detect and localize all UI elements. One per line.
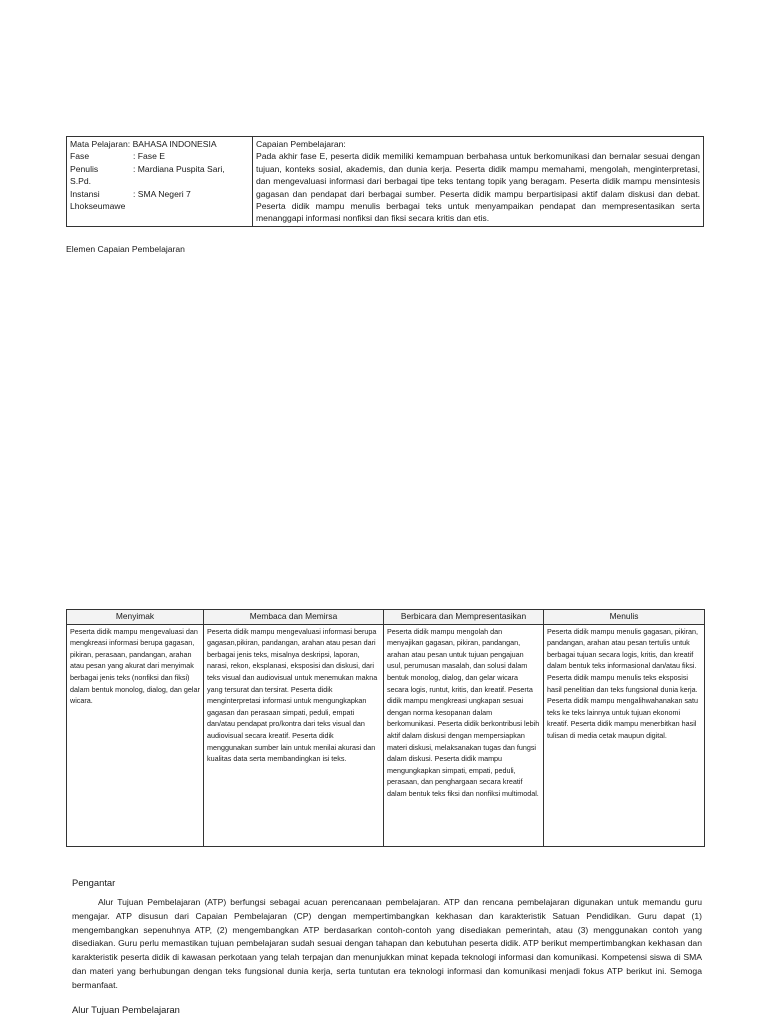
instansi-city: Lhokseumawe [70,201,126,212]
elements-header-row [67,610,705,625]
cell-menyimak: Peserta didik mampu mengevaluasi dan mengkreasi informasi berupa gagasan, pikiran, perasaan, pandangan, arahan atau pesan yang akurat dari menyimak berbagai jenis teks (nonfiksi dan fiksi) dalam bentuk monolog, dialog, dan gelar wicara. [67,624,204,846]
pengantar-body: Alur Tujuan Pembelajaran (ATP) berfungsi sebagai acuan perencanaan pembelajaran. ATP dan rencana pembelajaran digunakan untuk memandu guru mengajar. ATP disusun dari Capaian Pembelajaran (CP) dengan mempertimbangkan kekhasan dan karakteristik Satuan Pendidikan. Guru dapat (1) mengembangkan sepenuhnya ATP, (2) mengembangkan ATP berdasarkan contoh-contoh yang disediakan pemerintah, atau (3) menggunakan contoh yang disediakan. Guru perlu memastikan tujuan pembelajaran sudah sesuai dengan tahapan dan kebutuhan peserta didik. ATP berikut mempertimbangkan kekhasan dan karakteristik peserta didik di kawasan perkotaan yang telah terpajan dan menunjukkan minat kepada teknologi informasi dan komunikasi. Kompetensi siswa di SMA dan materi yang berhubungan dengan teks fungsional dunia kerja, serta tuntutan era teknologi informasi dan komunikasi menjadi fokus ATP berikut ini. Semoga bermanfaat. [72,897,702,990]
cell-menulis: Peserta didik mampu menulis gagasan, pikiran, pandangan, arahan atau pesan tertulis untuk berbagai tujuan secara logis, kritis, dan kreatif dalam bentuk teks informasional dan/atau fiksi. Peserta didik mampu menulis teks eksposisi hasil penelitian dan teks fungsional dunia kerja. Peserta didik mampu mengalihwahanakan satu teks ke teks lainnya untuk tujuan ekonomi kreatif. Peserta didik mampu menerbitkan hasil tulisan di media cetak maupun digital. [544,624,705,846]
atp-heading: Alur Tujuan Pembelajaran [72,1004,180,1015]
header-menulis: Menulis [544,610,705,625]
header-table [66,136,704,227]
header-membaca: Membaca dan Memirsa [204,610,384,625]
header-berbicara: Berbicara dan Mempresentasikan [384,610,544,625]
penulis-title: S.Pd. [70,176,92,187]
capaian-cell [253,137,704,227]
pengantar-heading: Pengantar [72,877,116,888]
fase-row: Fase : Fase E [70,151,165,162]
cell-berbicara: Peserta didik mampu mengolah dan menyajikan gagasan, pikiran, pandangan, arahan atau pesan untuk tujuan pengajuan usul, perumusan masalah, dan solusi dalam bentuk monolog, dialog, dan gelar wicara secara logis, runtut, kritis, dan kreatif. Peserta didik mampu mengkreasi ungkapan sesuai dengan norma kesopanan dalam berkomunikasi. Peserta didik berkontribusi lebih aktif dalam diskusi dengan mempersiapkan materi diskusi, melaksanakan tugas dan fungsi dalam diskusi. Peserta didik mampu mengungkapkan simpati, empati, peduli, perasaan, dan penghargaan secara kreatif dalam bentuk teks fiksi dan nonfiksi multimodal. [384,624,544,846]
elements-table [66,609,705,847]
capaian-title: Capaian Pembelajaran: [256,139,346,149]
subject-line: Mata Pelajaran: BAHASA INDONESIA [70,139,217,149]
capaian-body: Pada akhir fase E, peserta didik memiliki kemampuan berbahasa untuk berkomunikasi dan bernalar sesuai dengan tujuan, konteks sosial, akademis, dan dunia kerja. Peserta didik mampu memahami, mengolah, menginterpretasi, dan mengevaluasi informasi dari berbagai tipe teks tentang topik yang beragam. Peserta didik mampu mensintesis gagasan dan pendapat dari berbagai sumber. Peserta didik mampu berpartisipasi aktif dalam diskusi dan debat. Peserta didik mampu menulis berbagai teks untuk menyampaikan pendapat dan mempresentasikan serta menanggapi informasi nonfiksi dan fiksi secara kritis dan etis. [256,151,700,224]
instansi-row: Instansi : SMA Negeri 7 [70,188,191,199]
elemen-label: Elemen Capaian Pembelajaran [66,244,185,254]
elements-content-row [67,624,705,846]
header-menyimak: Menyimak [67,610,204,625]
penulis-row: Penulis : Mardiana Puspita Sari, [70,163,225,174]
cell-membaca: Peserta didik mampu mengevaluasi informasi berupa gagasan,pikiran, pandangan, arahan atau pesan dari berbagai jenis teks, misalnya deskripsi, laporan, narasi, rekon, eksplanasi, eksposisi dan diskusi, dari teks visual dan audiovisual untuk menemukan makna yang tersurat dan tersirat. Peserta didik menginterpretasi informasi untuk mengungkapkan gagasan dan perasaan simpati, peduli, empati dan/atau pendapat pro/kontra dari teks visual dan audiovisual secara kreatif. Peserta didik menggunakan sumber lain untuk menilai akurasi dan kualitas data serta membandingkan isi teks. [204,624,384,846]
identity-cell [67,137,253,227]
